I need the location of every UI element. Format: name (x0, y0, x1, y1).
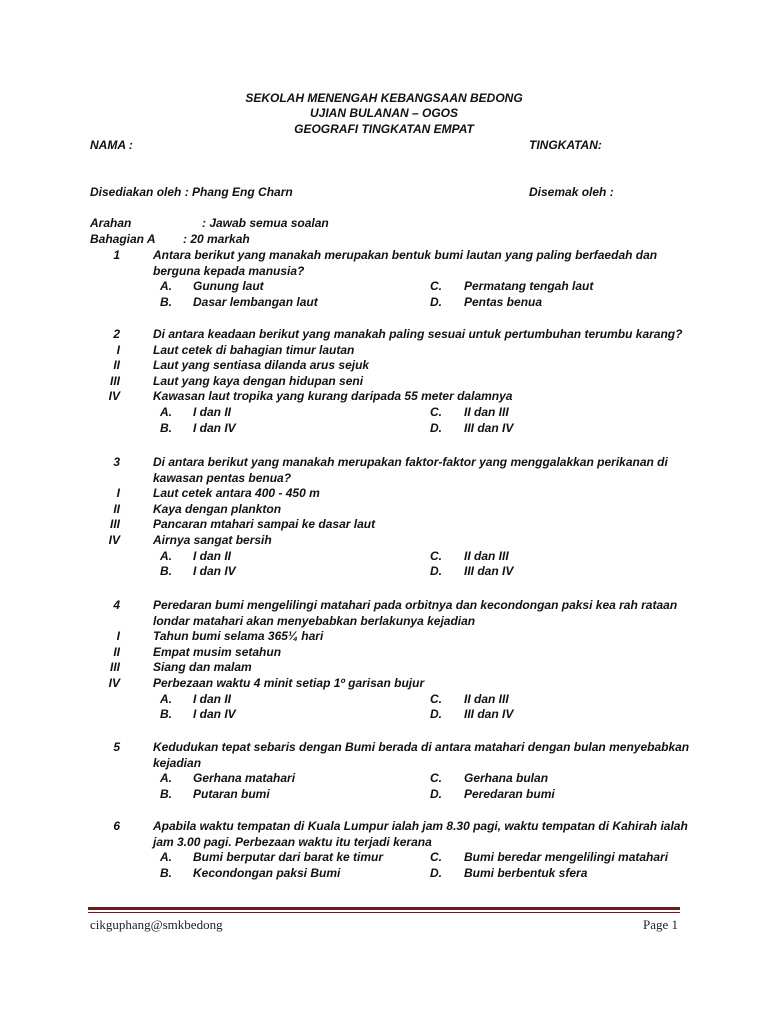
prepared-by: Disediakan oleh : Phang Eng Charn (90, 185, 293, 199)
instruction-label: Arahan (90, 216, 132, 230)
option-letter: C. (430, 850, 442, 865)
option-text: III dan IV (464, 564, 514, 579)
question-text: kejadian (153, 755, 202, 770)
footer-email: cikguphang@smkbedong (90, 917, 223, 932)
option-letter: A. (160, 850, 172, 865)
statement-roman-numeral: I (116, 486, 120, 501)
option-letter: D. (430, 564, 442, 579)
option-text: Putaran bumi (193, 786, 270, 801)
option-text: Gunung laut (193, 279, 264, 294)
tingkatan-label: TINGKATAN: (529, 138, 602, 152)
question-text: Di antara berikut yang manakah merupakan faktor-faktor yang menggalakkan perikanan di (153, 455, 668, 469)
nama-label: NAMA : (90, 138, 133, 152)
option-letter: A. (160, 405, 172, 419)
option-text: II dan III (464, 548, 509, 563)
question-number: 3 (113, 455, 120, 469)
option-letter: B. (160, 865, 172, 880)
option-text: III dan IV (464, 420, 514, 435)
statement-text: Laut cetek antara 400 - 450 m (153, 486, 320, 501)
statement-roman-numeral: II (113, 501, 120, 516)
statement-text: Empat musim setahun (153, 644, 282, 659)
statement-text: Siang dan malam (153, 660, 252, 675)
statement-roman-numeral: I (116, 629, 120, 644)
exam-title: UJIAN BULANAN – OGOS (309, 106, 458, 120)
footer-divider-thin (88, 912, 680, 913)
option-letter: A. (160, 691, 172, 706)
option-text: Dasar lembangan laut (193, 294, 318, 309)
statement-roman-numeral: III (109, 373, 120, 388)
option-text: I dan II (193, 691, 232, 706)
option-text: I dan IV (193, 564, 236, 579)
section-label: Bahagian A (90, 232, 156, 246)
option-text: II dan III (464, 405, 509, 419)
option-text: Gerhana matahari (193, 771, 296, 786)
question-number: 2 (113, 327, 120, 341)
option-text: II dan III (464, 691, 509, 706)
option-letter: A. (160, 548, 172, 563)
question-text: Apabila waktu tempatan di Kuala Lumpur ialah jam 8.30 pagi, waktu tempatan di Kahirah ialah (153, 819, 688, 833)
option-letter: C. (430, 405, 442, 419)
question-text: Peredaran bumi mengelilingi matahari pada orbitnya dan kecondongan paksi kea rah rataan (153, 598, 678, 612)
statement-text: Kawasan laut tropika yang kurang daripada 55 meter dalamnya (153, 389, 513, 404)
option-letter: B. (160, 294, 172, 309)
option-text: I dan II (193, 405, 232, 419)
subject-title: GEOGRAFI TINGKATAN EMPAT (294, 122, 474, 136)
option-text: Permatang tengah laut (464, 279, 594, 294)
statement-roman-numeral: III (109, 517, 120, 532)
option-text: Peredaran bumi (464, 786, 555, 801)
option-text: I dan II (193, 548, 232, 563)
option-letter: A. (160, 771, 172, 786)
option-text: I dan IV (193, 707, 236, 722)
statement-text: Laut yang sentiasa dilanda arus sejuk (153, 358, 370, 373)
option-letter: A. (160, 279, 172, 294)
question-number: 1 (113, 248, 120, 262)
question-text: londar matahari akan menyebabkan berlakunya kejadian (153, 613, 476, 628)
option-letter: D. (430, 865, 442, 880)
option-letter: D. (430, 294, 442, 309)
checked-by: Disemak oleh : (529, 185, 614, 199)
option-text: Pentas benua (464, 294, 543, 309)
statement-text: Laut yang kaya dengan hidupan seni (153, 373, 364, 388)
option-letter: B. (160, 564, 172, 579)
statement-roman-numeral: IV (108, 533, 120, 547)
question-text: jam 3.00 pagi. Perbezaan waktu itu terjadi kerana (153, 834, 432, 849)
option-letter: C. (430, 771, 442, 786)
option-letter: D. (430, 420, 442, 435)
statement-roman-numeral: III (109, 660, 120, 675)
statement-roman-numeral: IV (108, 389, 120, 404)
question-text: Di antara keadaan berikut yang manakah paling sesuai untuk pertumbuhan terumbu karang? (153, 327, 683, 341)
option-letter: B. (160, 786, 172, 801)
option-letter: C. (430, 279, 442, 294)
option-text: Gerhana bulan (464, 771, 549, 786)
option-text: Bumi beredar mengelilingi matahari (464, 850, 669, 865)
option-letter: D. (430, 786, 442, 801)
option-letter: C. (430, 691, 442, 706)
statement-roman-numeral: I (116, 342, 120, 357)
statement-text: Airnya sangat bersih (153, 533, 272, 547)
option-text: Bumi berputar dari barat ke timur (193, 850, 384, 865)
question-number: 4 (113, 598, 120, 612)
option-text: III dan IV (464, 707, 514, 722)
school-name: SEKOLAH MENENGAH KEBANGSAAN BEDONG (245, 91, 523, 105)
question-number: 5 (113, 740, 120, 754)
question-number: 6 (113, 819, 120, 833)
footer-divider (88, 907, 680, 910)
statement-text: Laut cetek di bahagian timur lautan (153, 342, 355, 357)
option-letter: C. (430, 548, 442, 563)
statement-text: Perbezaan waktu 4 minit setiap 1º garisan bujur (153, 676, 425, 690)
question-text: Kedudukan tepat sebaris dengan Bumi berada di antara matahari dengan bulan menyebabkan (153, 740, 690, 754)
option-text: Kecondongan paksi Bumi (193, 865, 341, 880)
instruction-value: : Jawab semua soalan (202, 216, 329, 230)
option-letter: B. (160, 707, 172, 722)
statement-roman-numeral: II (113, 644, 120, 659)
statement-text: Pancaran mtahari sampai ke dasar laut (153, 517, 376, 532)
statement-roman-numeral: IV (108, 676, 120, 690)
statement-roman-numeral: II (113, 358, 120, 373)
question-text: berguna kepada manusia? (153, 263, 305, 278)
option-text: Bumi berbentuk sfera (464, 865, 588, 880)
section-value: : 20 markah (183, 232, 250, 246)
footer-page-number: Page 1 (642, 917, 678, 932)
question-text: kawasan pentas benua? (153, 470, 292, 485)
statement-text: Kaya dengan plankton (153, 501, 282, 516)
option-text: I dan IV (193, 420, 236, 435)
option-letter: B. (160, 420, 172, 435)
statement-text: Tahun bumi selama 365¼ hari (153, 629, 324, 644)
option-letter: D. (430, 707, 442, 722)
question-text: Antara berikut yang manakah merupakan bentuk bumi lautan yang paling berfaedah dan (153, 248, 658, 262)
